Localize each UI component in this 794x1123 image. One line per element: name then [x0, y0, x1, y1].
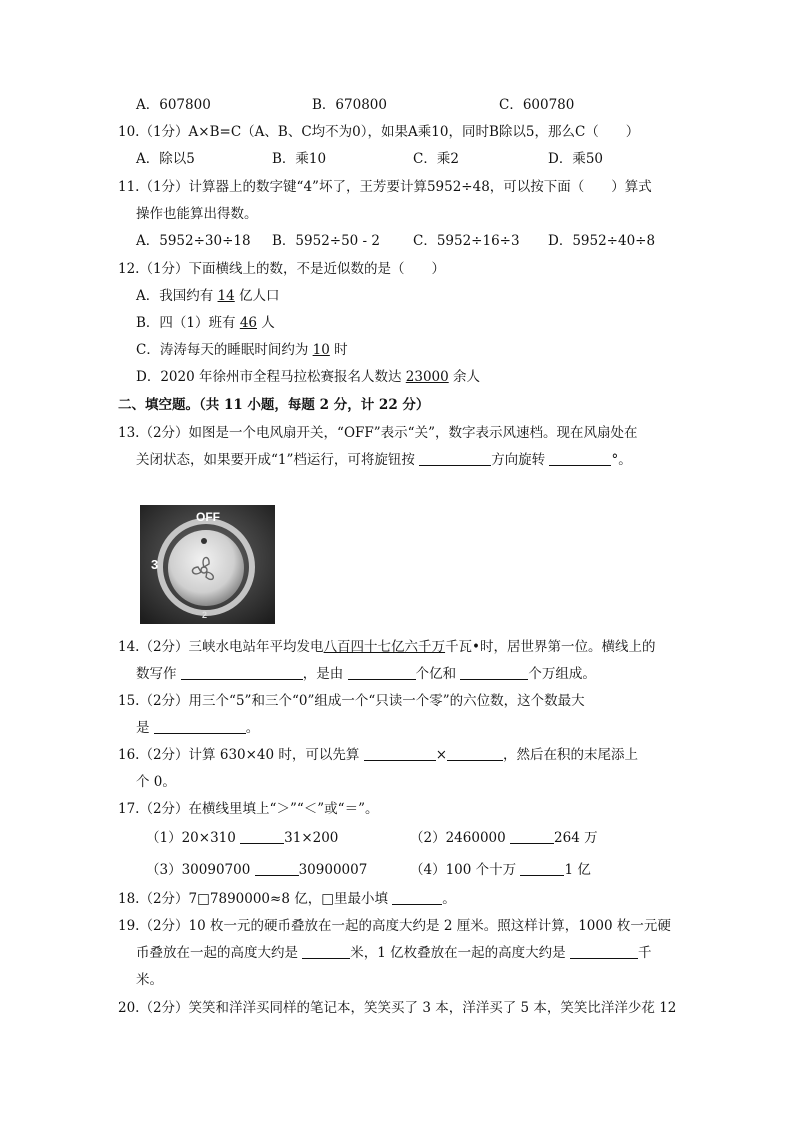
q12-b-tail: 人: [257, 315, 275, 331]
q13-angle-blank[interactable]: [549, 451, 611, 466]
q14-stem-line1: [118, 638, 656, 656]
q17-p1-left: （1）20×310: [146, 830, 241, 846]
q14-text-f: 个万组成。: [528, 666, 596, 682]
q14-text-c: 数写作: [136, 666, 181, 682]
q16-text-a: 16.（2分）计算 630×40 时，可以先算: [118, 747, 364, 763]
q13-stem-line1: 13.（2分）如图是一个电风扇开关，“OFF”表示“关”，数字表示风速档。现在风扇处在: [118, 425, 638, 441]
q18-answer-blank[interactable]: [392, 890, 442, 905]
q16-stem-line2: 个 0。: [136, 774, 176, 790]
q18-text-a: 18.（2分）7□7890000≈8 亿，□里最小填: [118, 891, 393, 907]
q11-stem-line1: 11.（1分）计算器上的数字键“4”坏了，王芳要计算5952÷48，可以按下面（ ）算式: [118, 179, 652, 195]
fan-switch-photo: [140, 505, 275, 624]
q12-option-c: [136, 341, 348, 359]
q15-stem-line2: [136, 719, 259, 737]
q12-option-b: [136, 314, 275, 332]
q10-option-d: D．乘50: [548, 151, 604, 167]
q15-text-b: 。: [245, 720, 260, 736]
q18-stem: [118, 890, 456, 908]
q14-text-a: 14.（2分）三峡水电站年平均发电: [118, 639, 324, 655]
q11-option-b: B．5952÷50 - 2: [272, 233, 380, 249]
q12-c-text: C．涛涛每天的睡眠时间约为: [136, 342, 313, 358]
q12-d-tail: 余人: [448, 369, 481, 385]
q13-text-c: °。: [611, 452, 632, 468]
dial-pointer-dot: [201, 538, 207, 544]
q19-text-c: 千: [637, 945, 652, 961]
q12-b-underlined: 46: [239, 315, 257, 331]
q17-part-3: [146, 861, 367, 879]
q13-direction-blank[interactable]: [419, 451, 491, 466]
q13-text-a: 关闭状态，如果要开成“1”档运行，可将旋钮按: [136, 452, 420, 468]
q14-yi-blank[interactable]: [348, 665, 416, 680]
q19-stem-line2: [136, 944, 651, 962]
q19-km-blank[interactable]: [570, 944, 638, 959]
q16-times: ×: [435, 747, 448, 763]
dial-label-2: 2: [202, 610, 208, 620]
q17-part-4: [410, 861, 591, 879]
q13-text-b: 方向旋转: [491, 452, 550, 468]
q12-a-text: A．我国约有: [136, 288, 218, 304]
fan-switch-illustration: [140, 505, 275, 624]
q10-stem: 10.（1分）A×B=C（A、B、C均不为0），如果A乘10，同时B除以5，那么C（ ）: [118, 124, 640, 140]
q11-option-d: D．5952÷40÷8: [548, 233, 656, 249]
q12-b-text: B．四（1）班有: [136, 315, 240, 331]
q14-stem-line2: [136, 665, 596, 683]
q17-p1-right: 31×200: [284, 830, 339, 846]
q9-option-c: C．600780: [499, 97, 575, 113]
q19-stem-line1: 19.（2分）10 枚一元的硬币叠放在一起的高度大约是 2 厘米。照这样计算，1000 枚一元硬: [118, 918, 671, 934]
q12-stem: 12.（1分）下面横线上的数，不是近似数的是（ ）: [118, 261, 446, 277]
q10-option-c: C．乘2: [413, 151, 459, 167]
q16-factor1-blank[interactable]: [364, 746, 436, 761]
q17-p4-left: （4）100 个十万: [410, 862, 521, 878]
q17-p3-left: （3）30090700: [146, 862, 255, 878]
section-heading: 二、填空题。（共 11 小题，每题 2 分，计 22 分）: [118, 397, 430, 413]
q17-part-1: [146, 829, 338, 847]
q12-a-tail: 亿人口: [234, 288, 280, 304]
dial-label-3: 3: [151, 557, 159, 572]
q11-option-c: C．5952÷16÷3: [413, 233, 520, 249]
q12-a-underlined: 14: [217, 288, 235, 304]
q12-d-text: D．2020 年徐州市全程马拉松赛报名人数达: [136, 369, 406, 385]
q15-stem-line1: 15.（2分）用三个“5”和三个“0”组成一个“只读一个零”的六位数，这个数最大: [118, 693, 585, 709]
q17-p2-left: （2）2460000: [410, 830, 511, 846]
q17-stem: 17.（2分）在横线里填上“＞”“＜”或“＝”。: [118, 801, 379, 817]
q10-option-a: A．除以5: [136, 151, 195, 167]
q12-c-underlined: 10: [312, 342, 330, 358]
q15-answer-blank[interactable]: [154, 719, 246, 734]
q12-d-underlined: 23000: [405, 369, 449, 385]
q20-stem-line1: 20.（2分）笑笑和洋洋买同样的笔记本，笑笑买了 3 本，洋洋买了 5 本，笑笑比洋洋少花 12: [118, 1000, 677, 1016]
q16-text-c: ，然后在积的末尾添上: [503, 747, 639, 763]
q14-underlined-number: 八百四十七亿六千万: [323, 639, 446, 655]
q14-text-d: ，是由: [302, 666, 348, 682]
q17-p2-blank[interactable]: [510, 829, 554, 844]
q9-option-a: A．607800: [136, 97, 211, 113]
dial-label-off: OFF: [196, 510, 220, 524]
q11-stem-line2: 操作也能算出得数。: [136, 206, 258, 222]
q14-wan-blank[interactable]: [460, 665, 528, 680]
q9-option-b: B．670800: [312, 97, 387, 113]
q12-c-tail: 时: [329, 342, 348, 358]
q17-p2-right: 264 万: [554, 830, 598, 846]
q17-p3-right: 30900007: [298, 862, 368, 878]
q16-factor2-blank[interactable]: [447, 746, 503, 761]
q19-stem-line3: 米。: [136, 972, 163, 988]
q13-stem-line2: [136, 451, 632, 469]
q17-p3-blank[interactable]: [255, 861, 299, 876]
q17-part-2: [410, 829, 598, 847]
q12-option-d: [136, 368, 480, 386]
q15-text-a: 是: [136, 720, 154, 736]
q19-text-a: 币叠放在一起的高度大约是: [136, 945, 303, 961]
q16-stem-line1: [118, 746, 638, 764]
q14-number-blank[interactable]: [181, 665, 303, 680]
q17-p4-blank[interactable]: [520, 861, 564, 876]
q12-option-a: [136, 287, 280, 305]
q10-option-b: B．乘10: [272, 151, 327, 167]
q18-text-b: 。: [442, 891, 456, 907]
q14-text-e: 个亿和: [415, 666, 461, 682]
q19-meters-blank[interactable]: [302, 944, 350, 959]
q14-text-b: 千瓦•时，居世界第一位。横线上的: [445, 639, 656, 655]
q11-option-a: A．5952÷30÷18: [136, 233, 251, 249]
q17-p1-blank[interactable]: [240, 829, 284, 844]
q17-p4-right: 1 亿: [564, 862, 591, 878]
q19-text-b: 米，1 亿枚叠放在一起的高度大约是: [350, 945, 570, 961]
